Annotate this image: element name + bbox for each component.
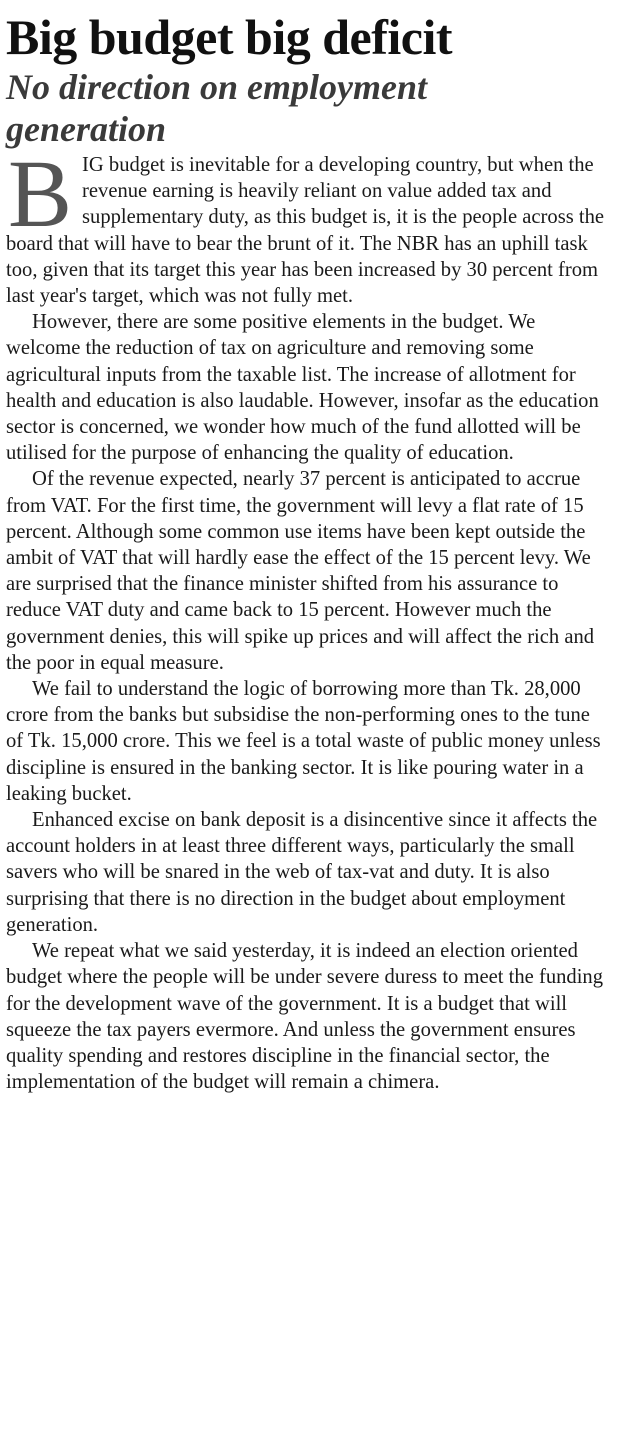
paragraph-2: However, there are some positive elements in the budget. We welcome the reduction of tax on agriculture and removing some agricultural inputs from the taxable list. The increase of allotment for health and education is also laudable. However, insofar as the education sector is concerned, we wonder how much of the fund allotted will be utilised for the purpose of enhancing the quality of education.: [6, 311, 599, 465]
subheadline: No direction on employment generation: [6, 67, 427, 149]
article-body: [6, 140, 606, 1095]
paragraph-1: [6, 140, 606, 309]
headline: Big budget big deficit: [6, 9, 452, 65]
paragraph-6: We repeat what we said yesterday, it is indeed an election oriented budget where the people will be under severe duress to meet the funding for the development wave of the government. It is a budget that will squeeze the tax payers evermore. And unless the government ensures quality spending and restores discipline in the financial sector, the implementation of the budget will remain a chimera.: [6, 940, 604, 1094]
paragraph-4: We fail to understand the logic of borrowing more than Tk. 28,000 crore from the banks but subsidise the non-performing ones to the tune of Tk. 15,000 crore. This we feel is a total waste of public money unless discipline is ensured in the banking sector. It is like pouring water in a leaking bucket.: [6, 678, 601, 805]
editorial-article: [6, 0, 606, 1095]
drop-cap: B: [8, 140, 73, 247]
paragraph-5: Enhanced excise on bank deposit is a disincentive since it affects the account holders in at least three different ways, particularly the small savers who will be snared in the web of tax-vat and duty. It is also surprising that there is no direction in the budget about employment generation.: [6, 809, 598, 936]
paragraph-1-text: IG budget is inevitable for a developing country, but when the revenue earning is heavily reliant on value added tax and supplementary duty, as this budget is, it is the people across the board that will have to bear the brunt of it. The NBR has an uphill task too, given that its target this year has been increased by 30 percent from last year's target, which was not fully met.: [6, 154, 605, 308]
paragraph-3: Of the revenue expected, nearly 37 percent is anticipated to accrue from VAT. For the first time, the government will levy a flat rate of 15 percent. Although some common use items have been kept outside the ambit of VAT that will hardly ease the effect of the 15 percent levy. We are surprised that the finance minister shifted from his assurance to reduce VAT duty and came back to 15 percent. However much the government denies, this will spike up prices and will affect the rich and the poor in equal measure.: [6, 468, 595, 674]
